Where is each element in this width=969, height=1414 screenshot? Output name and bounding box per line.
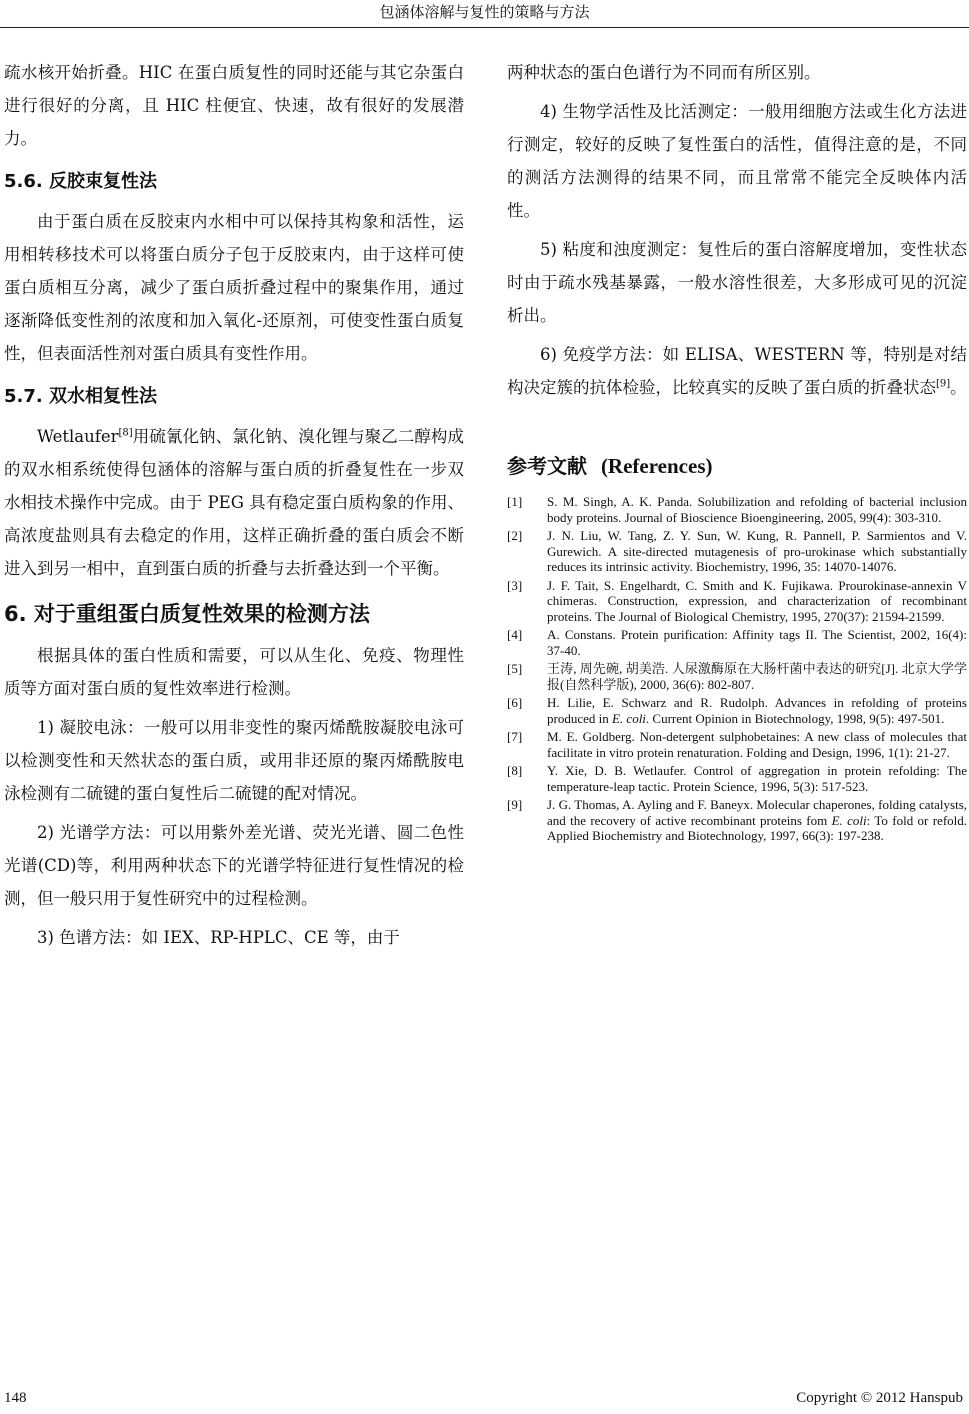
- header-rule: [0, 27, 969, 28]
- right-column: [507, 56, 967, 847]
- reference-species: E. coli: [831, 812, 867, 828]
- paragraph-hic-continued: 疏水核开始折叠。HIC 在蛋白质复性的同时还能与其它杂蛋白进行很好的分离，且 HIC 柱便宜、快速，故有很好的发展潜力。: [4, 63, 464, 148]
- reference-number: [9]: [507, 797, 523, 812]
- reference-number: [4]: [507, 627, 523, 642]
- reference-item: [507, 763, 967, 794]
- references-heading-en: (References): [600, 454, 713, 478]
- paragraph-immunology-end: 。: [950, 378, 967, 397]
- copyright-notice: Copyright © 2012 Hanspub: [796, 1390, 963, 1406]
- reference-number: [8]: [507, 763, 523, 778]
- paragraph-immunology: [507, 338, 967, 404]
- paragraph-immunology-text: 6) 免疫学方法：如 ELISA、WESTERN 等，特别是对结构决定簇的抗体检验，比较真实的反映了蛋白质的折叠状态: [507, 345, 967, 397]
- reference-text-tail: . Current Opinion in Biotechnology, 1998, 9(5): 497-501.: [645, 710, 945, 726]
- reference-item: [507, 661, 967, 692]
- author-wetlaufer: Wetlaufer: [37, 427, 119, 446]
- paragraph-gel-electrophoresis: 1) 凝胶电泳：一般可以用非变性的聚丙烯酰胺凝胶电泳可以检测变性和天然状态的蛋白质，或用非还原的聚丙烯酰胺电泳检测有二硫键的蛋白复性后二硫键的配对情况。: [4, 718, 464, 803]
- reference-text-tail: : To fold or refold. Applied Biochemistry and Biotechnology, 1997, 66(3): 197-238.: [547, 812, 968, 843]
- page-number: 148: [4, 1390, 27, 1406]
- reference-number: [7]: [507, 729, 523, 744]
- references-heading: [507, 452, 967, 480]
- references-heading-cn: 参考文献: [507, 454, 587, 478]
- reference-text: Y. Xie, D. B. Wetlaufer. Control of aggregation in protein refolding: The temperature-leap tactic. Protein Science, 1996, 5(3): 517-523.: [547, 763, 967, 794]
- reference-number: [6]: [507, 695, 523, 710]
- paragraph-detection-intro: 根据具体的蛋白性质和需要，可以从生化、免疫、物理性质等方面对蛋白质的复性效率进行检测。: [4, 646, 464, 698]
- section-heading-5-6: 5.6. 反胶束复性法: [4, 171, 157, 192]
- paragraph-two-phase: [4, 420, 464, 585]
- reference-text: 王涛, 周先碗, 胡美浩. 人尿激酶原在大肠杆菌中表达的研究[J]. 北京大学学报(自然科学版), 2000, 36(6): 802-807.: [547, 661, 967, 692]
- paragraph-viscosity: 5) 粘度和浊度测定：复性后的蛋白溶解度增加，变性状态时由于疏水残基暴露，一般水溶性很差，大多形成可见的沉淀析出。: [507, 240, 967, 325]
- reference-number: [1]: [507, 494, 523, 509]
- reference-item: [507, 729, 967, 760]
- reference-text: A. Constans. Protein purification: Affinity tags II. The Scientist, 2002, 16(4): 37-40.: [547, 627, 967, 658]
- reference-number: [2]: [507, 528, 523, 543]
- paragraph-bioactivity: 4) 生物学活性及比活测定：一般用细胞方法或生化方法进行测定，较好的反映了复性蛋白的活性，值得注意的是，不同的测活方法测得的结果不同，而且常常不能完全反映体内活性。: [507, 102, 967, 220]
- reference-number: [5]: [507, 661, 523, 676]
- reference-text: H. Lilie, E. Schwarz and R. Rudolph. Advances in refolding of proteins produced in: [547, 695, 967, 726]
- running-title: 包涵体溶解与复性的策略与方法: [379, 3, 590, 21]
- reference-text: S. M. Singh, A. K. Panda. Solubilization and refolding of bacterial inclusion body proteins. Journal of Bioscience Bioengineering, 2005, 99(4): 303-310.: [547, 494, 967, 525]
- reference-text: J. G. Thomas, A. Ayling and F. Baneyx. Molecular chaperones, folding catalysts, and the recovery of active recombinant proteins fom: [547, 797, 967, 828]
- section-heading-6: 6. 对于重组蛋白质复性效果的检测方法: [4, 602, 370, 626]
- reference-number: [3]: [507, 577, 523, 593]
- reference-text: J. N. Liu, W. Tang, Z. Y. Sun, W. Kung, R. Pannell, P. Sarmientos and V. Gurewich. A site-directed mutagenesis of pro-urokinase which substantially reduces its intrinsic activity. Biochemistry, 1996, 35: 14070-14076.: [547, 528, 967, 574]
- left-column: [4, 56, 464, 960]
- paragraph-spectroscopy: 2) 光谱学方法：可以用紫外差光谱、荧光光谱、圆二色性光谱(CD)等，利用两种状态下的光谱学特征进行复性情况的检测，但一般只用于复性研究中的过程检测。: [4, 823, 464, 908]
- reference-item: [507, 528, 967, 575]
- reference-text: J. F. Tait, S. Engelhardt, C. Smith and K. Fujikawa. Prourokinase-annexin V chimeras. Construction, expression, and characterization of recombinant proteins. The Journal of Biological Chemistry, 1995, 270(37): 21594-21599.: [547, 577, 967, 624]
- reference-item: [507, 494, 967, 525]
- reference-text: M. E. Goldberg. Non-detergent sulphobetaines: A new class of molecules that facilitate in vitro protein renaturation. Folding and Design, 1996, 1(1): 21-27.: [547, 729, 967, 760]
- paragraph-two-phase-text: 用硫氰化钠、氯化钠、溴化锂与聚乙二醇构成的双水相系统使得包涵体的溶解与蛋白质的折叠复性在一步双水相技术操作中完成。由于 PEG 具有稳定蛋白质构象的作用、高浓度盐则具有去稳定的作用，这样正确折叠的蛋白质会不断进入到另一相中，直到蛋白质的折叠与去折叠达到一个平衡。: [4, 427, 464, 578]
- citation-9[interactable]: [9]: [936, 378, 951, 390]
- citation-8[interactable]: [8]: [118, 427, 133, 439]
- paragraph-chromatography: 3) 色谱方法：如 IEX、RP-HPLC、CE 等，由于: [37, 928, 400, 947]
- reference-item: [507, 797, 967, 844]
- reference-item: [507, 695, 967, 726]
- reference-species: E. coli: [611, 710, 646, 726]
- paragraph-reverse-micelle: 由于蛋白质在反胶束内水相中可以保持其构象和活性，运用相转移技术可以将蛋白质分子包于反胶束内，由于这样可使蛋白质相互分离，减少了蛋白质折叠过程中的聚集作用，通过逐渐降低变性剂的浓度和加入氧化-还原剂，可使变性蛋白质复性，但表面活性剂对蛋白质具有变性作用。: [4, 212, 464, 363]
- section-heading-5-7: 5.7. 双水相复性法: [4, 386, 157, 407]
- reference-item: [507, 578, 967, 625]
- reference-item: [507, 627, 967, 658]
- paragraph-chromatography-continued: 两种状态的蛋白色谱行为不同而有所区别。: [507, 63, 821, 82]
